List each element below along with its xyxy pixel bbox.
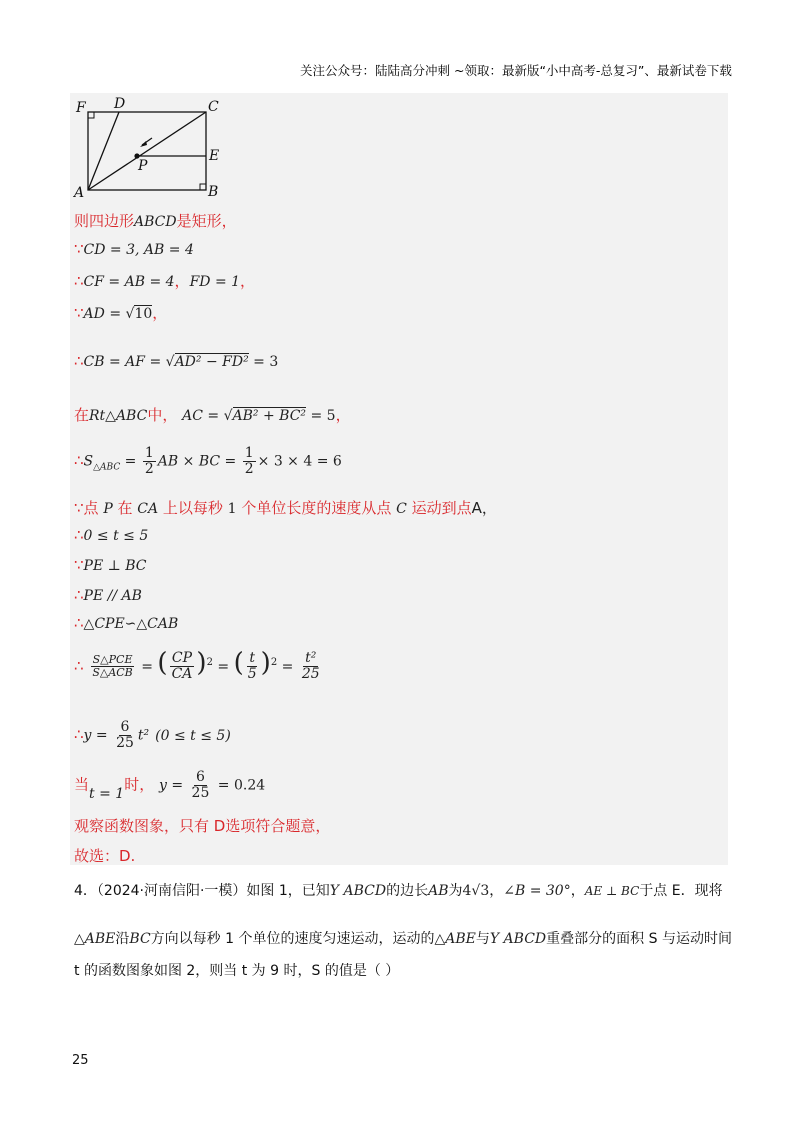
label-b: B — [208, 184, 219, 200]
label-p: P — [138, 158, 148, 174]
solution-line-1: 则四边形ABCD是矩形， — [74, 212, 237, 230]
label-d: D — [114, 96, 126, 112]
solution-line-14: ∴y = $\frac{6}{25}$ t² (0 ≤ t ≤ 5) — [74, 719, 231, 751]
geometry-figure — [70, 96, 230, 200]
solution-line-2: ∵CD = 3, AB = 4 — [74, 240, 194, 258]
segment-ac — [88, 112, 206, 190]
solution-line-9: ∴0 ≤ t ≤ 5 — [74, 526, 149, 544]
page-header: 关注公众号：陆陆高分冲刺 ~领取：最新版“小中高考-总复习”、最新试卷下载 — [300, 63, 732, 78]
question-line-1: 4．（2024·河南信阳·一模）如图 1，已知Y ABCD的边长AB为4√3，∠B = 30°，AE ⊥ BC于点 E．现将 — [74, 883, 723, 899]
solution-line-3: ∴CF = AB = 4，FD = 1， — [74, 272, 256, 290]
label-c: C — [208, 99, 219, 115]
solution-line-15: 当t = 1时， y = $\frac{6}{25}$ = 0.24 — [74, 769, 266, 802]
solution-line-7: $\therefore S_{\triangle ABC}$ = $\frac{1}{2}$ AB × BC = $\frac{1}{2}$ × 3 × 4 = 6 — [74, 445, 342, 477]
page-number: 25 — [72, 1053, 89, 1068]
segment-ad — [88, 112, 119, 190]
solution-line-13: ∴ $\frac{\text{S△PCE}}{\text{S△ACB}}$ = ( $\frac{CP}{CA}$ )$^2$ = ( $\frac{t}{5}$ )$^2$ = $\frac{\text{t²}}{25}$ — [74, 648, 320, 682]
solution-line-11: ∴PE // AB — [74, 586, 142, 604]
question-line-2: △ABE沿BC方向以每秒 1 个单位的速度匀速运动，运动的△ABE与Y ABCD重叠部分的面积 S 与运动时间 — [74, 931, 732, 947]
label-a: A — [74, 185, 85, 200]
solution-line-10: ∵PE ⊥ BC — [74, 556, 147, 574]
solution-line-6: 在Rt△ABC中， AC = √AB² + BC² = 5， — [74, 406, 351, 424]
label-e: E — [209, 148, 220, 164]
solution-line-5: ∴CB = AF = √AD² − FD² = 3 — [74, 352, 279, 370]
solution-line-8: ∵点 P 在 CA 上以每秒 1 个单位长度的速度从点 C 运动到点A， — [74, 499, 497, 517]
solution-line-16: 观察函数图象，只有 D选项符合题意， — [74, 817, 331, 835]
question-line-3: t 的函数图象如图 2，则当 t 为 9 时，S 的值是（ ） — [74, 963, 400, 979]
solution-line-17: 故选：D. — [74, 847, 136, 865]
solution-line-4: ∵AD = √10， — [74, 304, 168, 322]
label-f: F — [76, 100, 86, 116]
solution-line-12: ∴△CPE∽△CAB — [74, 614, 179, 632]
